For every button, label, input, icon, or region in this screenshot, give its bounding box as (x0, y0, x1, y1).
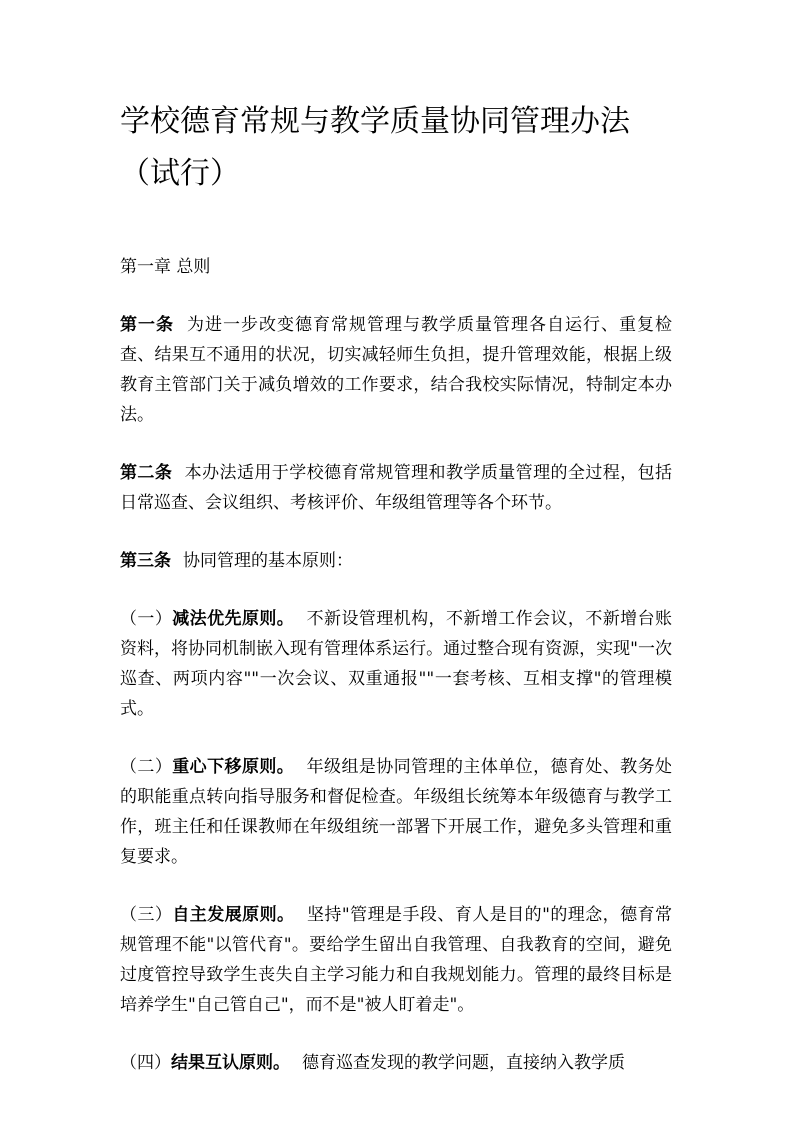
principle-text: 坚持"管理是手段、育人是目的"的理念，德育常规管理不能"以管代育"。要给学生留出自我管理、自我教育的空间，避免过度管控导致学生丧失自主学习能力和自我规划能力。管理的最终目标是培养学生"自己管自己"，而不是"被人盯着走"。 (120, 905, 673, 1015)
principle-text: 年级组是协同管理的主体单位，德育处、教务处的职能重点转向指导服务和督促检查。年级组长统筹本年级德育与教学工作，班主任和任课教师在年级组统一部署下开展工作，避免多头管理和重复要求。 (120, 757, 673, 867)
article-label: 第一条 (120, 315, 174, 335)
principle-label: 自主发展原则。 (172, 905, 295, 925)
article-3 (120, 546, 672, 576)
principle-text: 不新设管理机构，不新增工作会议，不新增台账资料，将协同机制嵌入现有管理体系运行。通过整合现有资源，实现"一次巡查、两项内容""一次会议、双重通报""一套考核、互相支撑"的管理模式。 (120, 609, 673, 719)
document-title (120, 96, 672, 200)
document-page (120, 96, 672, 1078)
article-label: 第三条 (120, 551, 171, 571)
principle-number: （三） (120, 905, 173, 925)
principle-number: （二） (120, 757, 173, 777)
principle-number: （一） (120, 609, 173, 629)
principle-4 (120, 1048, 672, 1078)
article-2 (120, 458, 672, 518)
article-text: 为进一步改变德育常规管理与教学质量管理各自运行、重复检查、结果互不通用的状况，切实减轻师生负担，提升管理效能，根据上级教育主管部门关于减负增效的工作要求，结合我校实际情况，特制定本办法。 (120, 315, 672, 425)
title-line-trial: （试行） (120, 156, 240, 191)
principle-label: 重心下移原则。 (172, 757, 295, 777)
principle-text: 德育巡查发现的教学问题，直接纳入教学质 (302, 1053, 625, 1073)
principle-number: （四） (120, 1053, 171, 1073)
article-1 (120, 310, 672, 430)
article-text: 本办法适用于学校德育常规管理和教学质量管理的全过程，包括日常巡查、会议组织、考核评价、年级组管理等各个环节。 (120, 463, 673, 513)
title-line-main: 学校德育常规与教学质量协同管理办法 (120, 104, 630, 139)
article-label: 第二条 (120, 463, 173, 483)
principle-3 (120, 900, 672, 1020)
principle-1 (120, 604, 672, 724)
chapter-heading: 第一章 总则 (120, 257, 211, 277)
principle-label: 减法优先原则。 (172, 609, 295, 629)
principle-2 (120, 752, 672, 872)
article-text: 协同管理的基本原则： (183, 551, 353, 571)
principle-label: 结果互认原则。 (171, 1053, 290, 1073)
